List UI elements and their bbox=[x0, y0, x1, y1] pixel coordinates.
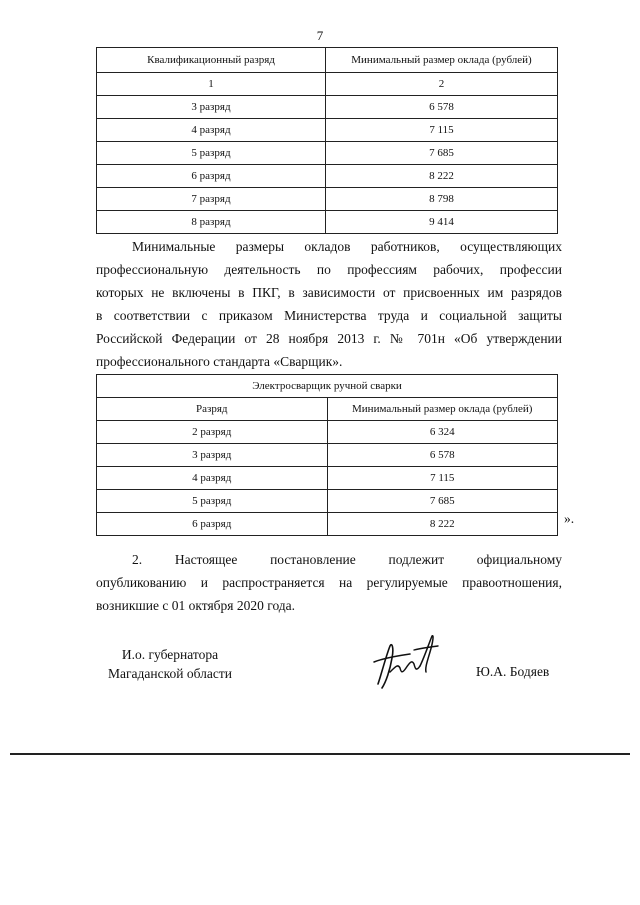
grade-cell: 4 разряд bbox=[97, 119, 326, 142]
column-header-grade: Квалификационный разряд bbox=[97, 48, 326, 73]
paragraph-line: которых не включены в ПКГ, в зависимости от присвоенных им разрядов bbox=[96, 285, 562, 300]
table-row bbox=[97, 444, 558, 467]
paragraph-line: Минимальные размеры окладов работников, осуществляющих bbox=[132, 239, 562, 254]
column-number: 1 bbox=[97, 73, 326, 96]
column-header-salary: Минимальный размер оклада (рублей) bbox=[326, 48, 558, 73]
table-header-row bbox=[97, 398, 558, 421]
column-number-row bbox=[97, 73, 558, 96]
salary-cell: 7 115 bbox=[326, 119, 558, 142]
paragraph-publication bbox=[96, 548, 562, 617]
salary-cell: 8 798 bbox=[326, 188, 558, 211]
column-header-salary: Минимальный размер оклада (рублей) bbox=[327, 398, 558, 421]
column-number: 2 bbox=[326, 73, 558, 96]
grade-cell: 5 разряд bbox=[97, 490, 328, 513]
table-title-row bbox=[97, 375, 558, 398]
salary-table-welder bbox=[96, 374, 558, 536]
salary-cell: 8 222 bbox=[326, 165, 558, 188]
closing-quote: ». bbox=[564, 511, 575, 526]
paragraph-line: возникшие с 01 октября 2020 года. bbox=[96, 598, 296, 613]
paragraph-line: Российской Федерации от 28 ноября 2013 г. № 701н «Об утверждении bbox=[96, 331, 562, 346]
paragraph-line: профессиональную деятельность по профессиям рабочих, профессии bbox=[96, 262, 562, 277]
signatory-title-line: Магаданской области bbox=[108, 666, 232, 681]
signatory-title bbox=[90, 645, 250, 683]
salary-cell: 7 685 bbox=[327, 490, 558, 513]
table-row bbox=[97, 165, 558, 188]
table-title: Электросварщик ручной сварки bbox=[97, 375, 558, 398]
grade-cell: 4 разряд bbox=[97, 467, 328, 490]
table-row bbox=[97, 467, 558, 490]
table-row bbox=[97, 96, 558, 119]
salary-cell: 8 222 bbox=[327, 513, 558, 536]
table-row bbox=[97, 421, 558, 444]
table-row bbox=[97, 188, 558, 211]
table-row bbox=[97, 142, 558, 165]
salary-cell: 7 685 bbox=[326, 142, 558, 165]
footer-divider bbox=[10, 753, 630, 755]
grade-cell: 8 разряд bbox=[97, 211, 326, 234]
grade-cell: 2 разряд bbox=[97, 421, 328, 444]
page-number: 7 bbox=[316, 28, 324, 43]
paragraph-line: в соответствии с приказом Министерства труда и социальной защиты bbox=[96, 308, 562, 323]
grade-cell: 6 разряд bbox=[97, 513, 328, 536]
salary-cell: 6 578 bbox=[326, 96, 558, 119]
grade-cell: 6 разряд bbox=[97, 165, 326, 188]
table-header-row bbox=[97, 48, 558, 73]
table-row bbox=[97, 490, 558, 513]
grade-cell: 3 разряд bbox=[97, 444, 328, 467]
salary-table-grades bbox=[96, 47, 558, 234]
salary-cell: 6 578 bbox=[327, 444, 558, 467]
paragraph-line: профессионального стандарта «Сварщик». bbox=[96, 354, 343, 369]
handwritten-signature bbox=[370, 632, 440, 694]
table-row bbox=[97, 211, 558, 234]
table-row bbox=[97, 513, 558, 536]
paragraph-welder-salaries bbox=[96, 235, 562, 373]
column-header-grade: Разряд bbox=[97, 398, 328, 421]
signatory-title-line: И.о. губернатора bbox=[121, 647, 219, 662]
grade-cell: 3 разряд bbox=[97, 96, 326, 119]
salary-cell: 9 414 bbox=[326, 211, 558, 234]
salary-cell: 7 115 bbox=[327, 467, 558, 490]
salary-cell: 6 324 bbox=[327, 421, 558, 444]
grade-cell: 7 разряд bbox=[97, 188, 326, 211]
paragraph-line: 2. Настоящее постановление подлежит официальному bbox=[132, 552, 562, 567]
signatory-name: Ю.А. Бодяев bbox=[476, 664, 550, 679]
grade-cell: 5 разряд bbox=[97, 142, 326, 165]
table-row bbox=[97, 119, 558, 142]
paragraph-line: опубликованию и распространяется на регулируемые правоотношения, bbox=[96, 575, 562, 590]
